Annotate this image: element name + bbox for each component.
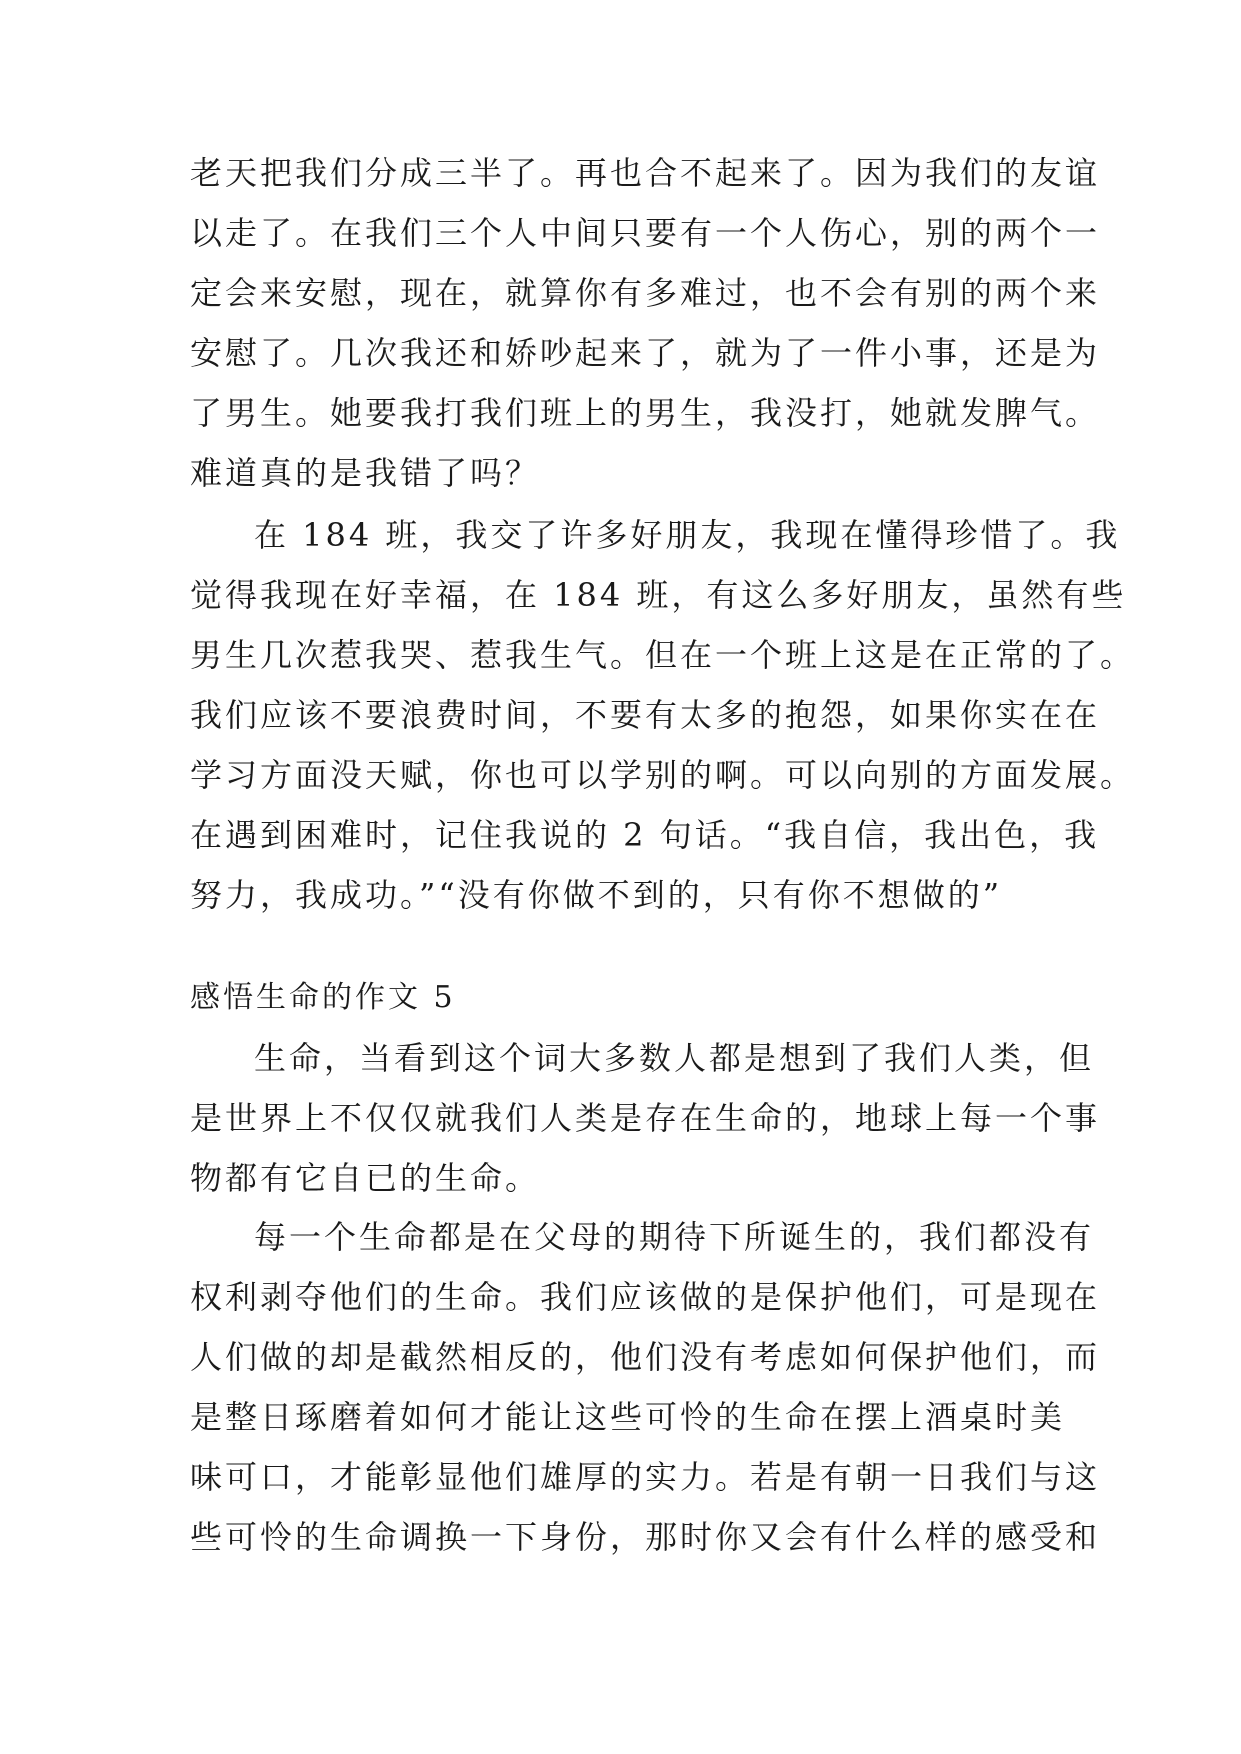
text-line: 在 184 班，我交了许多好朋友，我现在懂得珍惜了。我 (254, 516, 1121, 554)
text-line: 难道真的是我错了吗？ (190, 454, 541, 492)
text-line: 了男生。她要我打我们班上的男生，我没打，她就发脾气。 (190, 394, 1101, 432)
text-line: 每一个生命都是在父母的期待下所诞生的，我们都没有 (254, 1218, 1095, 1256)
text-line: 物都有它自已的生命。 (190, 1159, 541, 1197)
text-line: 些可怜的生命调换一下身份，那时你又会有什么样的感受和 (190, 1518, 1101, 1556)
text-line: 权利剥夺他们的生命。我们应该做的是保护他们，可是现在 (190, 1278, 1101, 1316)
text-line: 觉得我现在好幸福，在 184 班，有这么多好朋友，虽然有些 (190, 576, 1127, 614)
text-line: 安慰了。几次我还和娇吵起来了，就为了一件小事，还是为 (190, 334, 1101, 372)
section-heading: 感悟生命的作文 5 (190, 980, 456, 1015)
text-line: 男生几次惹我哭、惹我生气。但在一个班上这是在正常的了。 (190, 636, 1136, 674)
text-line: 人们做的却是截然相反的，他们没有考虑如何保护他们，而 (190, 1338, 1101, 1376)
text-line: 老天把我们分成三半了。再也合不起来了。因为我们的友谊 (190, 154, 1101, 192)
text-line: 我们应该不要浪费时间，不要有太多的抱怨，如果你实在在 (190, 696, 1101, 734)
text-line: 定会来安慰，现在，就算你有多难过，也不会有别的两个来 (190, 274, 1101, 312)
text-line: 生命，当看到这个词大多数人都是想到了我们人类，但 (254, 1039, 1095, 1077)
text-line: 是世界上不仅仅就我们人类是存在生命的，地球上每一个事 (190, 1099, 1101, 1137)
text-line: 味可口，才能彰显他们雄厚的实力。若是有朝一日我们与这 (190, 1458, 1101, 1496)
text-line: 是整日琢磨着如何才能让这些可怜的生命在摆上酒桌时美 (190, 1398, 1066, 1436)
text-line: 努力，我成功。”“没有你做不到的，只有你不想做的” (190, 876, 1003, 914)
text-line: 学习方面没天赋，你也可以学别的啊。可以向别的方面发展。 (190, 756, 1136, 794)
text-line: 在遇到困难时，记住我说的 2 句话。“我自信，我出色，我 (190, 816, 1100, 854)
text-line: 以走了。在我们三个人中间只要有一个人伤心，别的两个一 (190, 214, 1101, 252)
